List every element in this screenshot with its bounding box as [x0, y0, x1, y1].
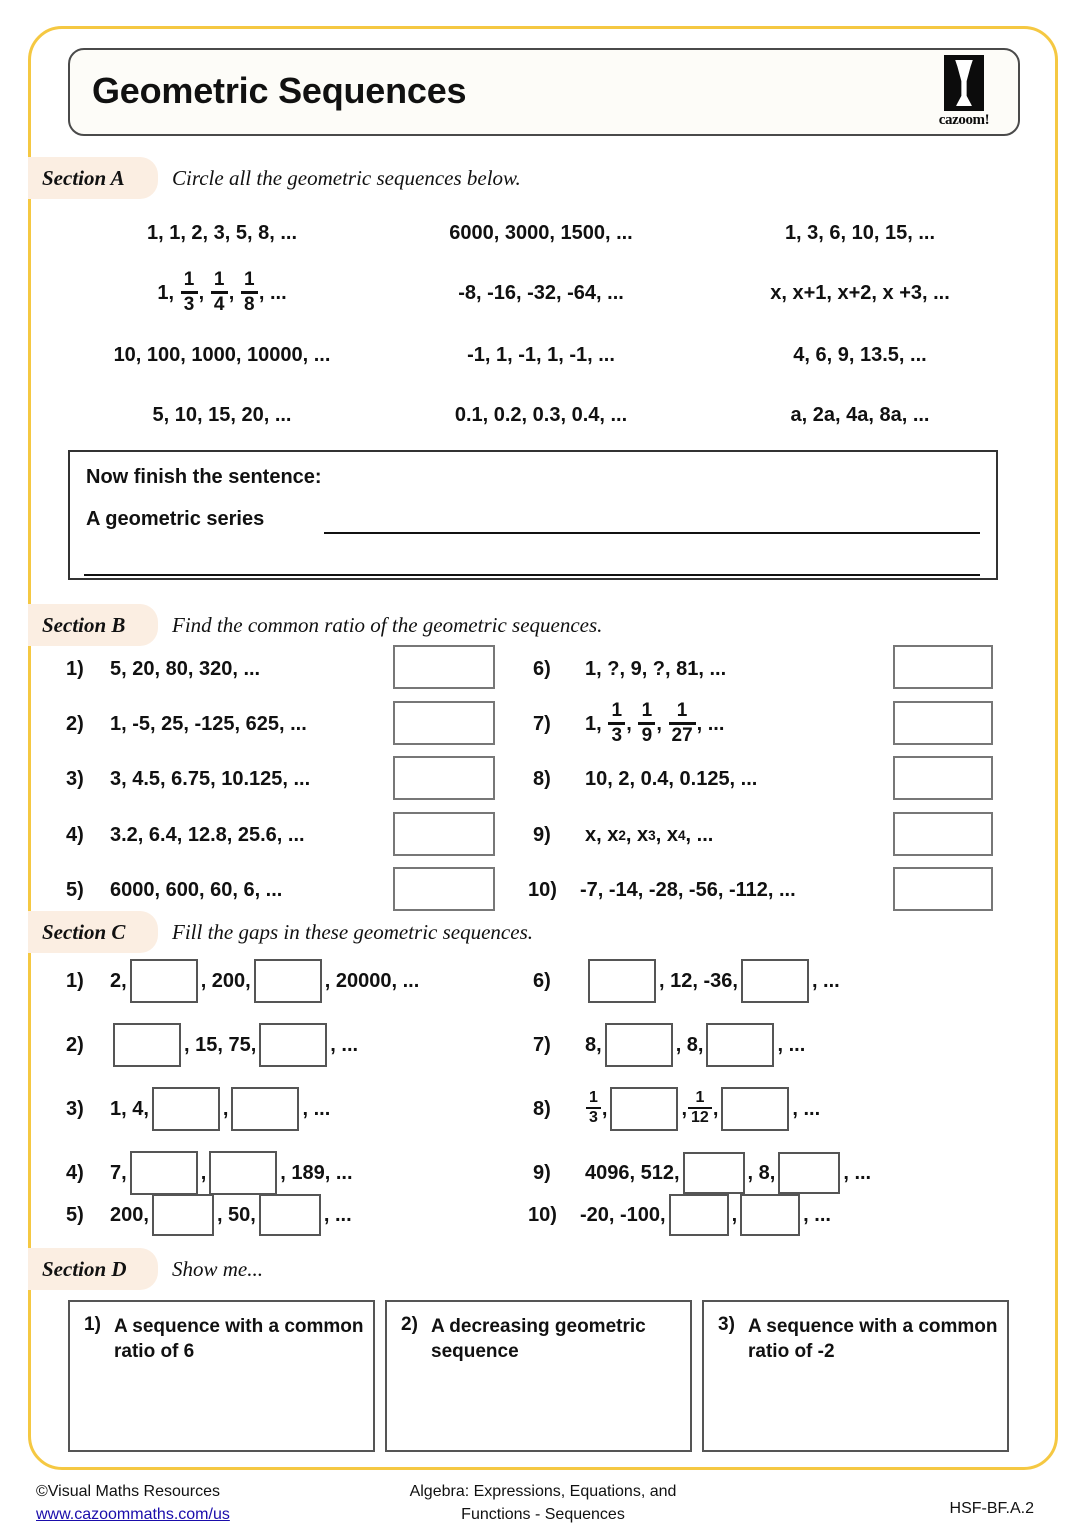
cazoom-logo	[928, 55, 1000, 129]
section-c-blank[interactable]	[778, 1152, 840, 1194]
section-c-blank[interactable]	[259, 1194, 321, 1236]
section-c-pill	[28, 911, 158, 953]
section-b-answer-box[interactable]	[893, 756, 993, 800]
seq-fraction-text: 1, $\frac{1}{3}$ , $\frac{1}{9}$ , $\frac{1}{27}$ , ...	[585, 700, 725, 746]
section-c-label: Section C	[42, 919, 126, 944]
seq-option[interactable]: -1, 1, -1, 1, -1, ...	[467, 343, 615, 366]
topic-line-1: Algebra: Expressions, Equations, and	[409, 1483, 677, 1500]
sentence-answer-line-2[interactable]	[84, 574, 980, 576]
section-b-answer-box[interactable]	[893, 701, 993, 745]
section-b-item: 4) 3.2, 6.4, 12.8, 25.6, ...	[66, 823, 305, 846]
section-c-item: 6) , 12, -36, , ...	[533, 964, 840, 998]
title-bar	[68, 48, 1020, 136]
section-c-item: 10) -20, -100, , , ...	[528, 1198, 831, 1232]
section-b-item: 8) 10, 2, 0.4, 0.125, ...	[533, 767, 758, 790]
seq-option[interactable]: x, x+1, x+2, x +3, ...	[770, 281, 950, 304]
section-c-item: 4) 7, , , 189, ...	[66, 1156, 353, 1190]
section-c-item: 2) , 15, 75, , ...	[66, 1028, 358, 1062]
seq-option[interactable]: -8, -16, -32, -64, ...	[458, 281, 624, 304]
section-a-pill	[28, 157, 158, 199]
seq-fraction-text: 1, $\frac{1}{3}$ , $\frac{1}{4}$ , $\frac{1}{8}$ , ...	[157, 269, 287, 315]
section-c-item: 5) 200, , 50, , ...	[66, 1198, 352, 1232]
section-b-answer-box[interactable]	[893, 867, 993, 911]
copyright-text: ©Visual Maths Resources	[36, 1483, 221, 1500]
seq-option[interactable]: 4, 6, 9, 13.5, ...	[793, 343, 927, 366]
seq-fraction-text: $\frac{1}{3}$ , , $\frac{1}{12}$ , , ...	[585, 1087, 820, 1131]
section-c-blank[interactable]	[741, 959, 809, 1003]
section-c-item: 9) 4096, 512, , 8, , ...	[533, 1156, 871, 1190]
section-d-answer-box[interactable]: 3) A sequence with a common ratio of -2	[702, 1300, 1009, 1452]
section-c-blank[interactable]	[130, 1151, 198, 1195]
section-d-answer-box[interactable]: 2) A decreasing geometric sequence	[385, 1300, 692, 1452]
section-c-blank[interactable]	[152, 1194, 214, 1236]
section-b-header	[28, 604, 602, 646]
section-c-blank[interactable]	[610, 1087, 678, 1131]
section-b-pill	[28, 604, 158, 646]
section-a-header	[28, 157, 521, 199]
section-b-item: 2) 1, -5, 25, -125, 625, ...	[66, 712, 307, 735]
section-b-item: 1) 5, 20, 80, 320, ...	[66, 657, 261, 680]
finish-sentence-box	[68, 450, 998, 580]
section-d-pill	[28, 1248, 158, 1290]
section-c-item: 3) 1, 4, , , ...	[66, 1092, 330, 1126]
section-b-answer-box[interactable]	[393, 812, 495, 856]
section-c-item: 1) 2, , 200, , 20000, ...	[66, 964, 419, 998]
section-b-item: 6) 1, ?, 9, ?, 81, ...	[533, 657, 727, 680]
section-b-item: 9) x, x 2 , x 3 , x 4 , ...	[533, 823, 714, 846]
sentence-answer-line-1[interactable]	[324, 532, 980, 534]
standard-code: HSF-BF.A.2	[949, 1500, 1034, 1517]
section-c-blank[interactable]	[740, 1194, 800, 1236]
section-c-blank[interactable]	[130, 959, 198, 1003]
section-c-blank[interactable]	[721, 1087, 789, 1131]
seq-option[interactable]: 1, 1, 2, 3, 5, 8, ...	[146, 221, 298, 244]
page-title: Geometric Sequences	[92, 70, 467, 112]
sentence-stem: A geometric series	[86, 508, 265, 530]
section-c-blank[interactable]	[605, 1023, 673, 1067]
seq-option[interactable]: 0.1, 0.2, 0.3, 0.4, ...	[454, 403, 628, 426]
section-b-label: Section B	[42, 612, 126, 637]
section-d-label: Section D	[42, 1256, 127, 1281]
seq-option[interactable]: 6000, 3000, 1500, ...	[449, 221, 633, 244]
section-b-answer-box[interactable]	[893, 812, 993, 856]
section-c-blank[interactable]	[231, 1087, 299, 1131]
section-c-blank[interactable]	[254, 959, 322, 1003]
section-a-instruction: Circle all the geometric sequences below.	[172, 165, 521, 190]
logo-wordmark: cazoom!	[938, 112, 990, 128]
page-footer	[0, 1480, 1086, 1536]
section-d-answer-box[interactable]: 1) A sequence with a common ratio of 6	[68, 1300, 375, 1452]
section-c-item: 7) 8, , 8, , ...	[533, 1028, 805, 1062]
section-b-item: 10) -7, -14, -28, -56, -112, ...	[528, 878, 796, 901]
section-a-label: Section A	[42, 165, 125, 190]
section-c-blank[interactable]	[669, 1194, 729, 1236]
section-c-blank[interactable]	[152, 1087, 220, 1131]
section-c-blank[interactable]	[683, 1152, 745, 1194]
footer-topic	[0, 1480, 1086, 1526]
section-b-answer-box[interactable]	[393, 701, 495, 745]
section-b-answer-box[interactable]	[393, 867, 495, 911]
section-c-instruction: Fill the gaps in these geometric sequences.	[172, 919, 533, 944]
seq-option[interactable]: a, 2a, 4a, 8a, ...	[790, 403, 930, 426]
section-b-answer-box[interactable]	[893, 645, 993, 689]
section-c-item: 8) $\frac{1}{3}$ , , $\frac{1}{12}$ , , ...	[533, 1092, 820, 1126]
section-b-answer-box[interactable]	[393, 756, 495, 800]
seq-powers-text: x, x 2 , x 3 , x 4 , ...	[585, 823, 714, 846]
section-c-header	[28, 911, 533, 953]
section-d-instruction: Show me...	[172, 1256, 263, 1281]
section-c-blank[interactable]	[209, 1151, 277, 1195]
section-b-item: 7) 1, $\frac{1}{3}$ , $\frac{1}{9}$ , $\frac{1}{27}$ , ...	[533, 700, 725, 746]
website-link[interactable]: www.cazoommaths.com/us	[36, 1506, 230, 1524]
section-b-instruction: Find the common ratio of the geometric sequences.	[172, 612, 603, 637]
sentence-prompt: Now finish the sentence:	[86, 466, 322, 488]
seq-option[interactable]: 5, 10, 15, 20, ...	[152, 403, 292, 426]
topic-line-2: Functions - Sequences	[461, 1506, 625, 1524]
section-b-item: 3) 3, 4.5, 6.75, 10.125, ...	[66, 767, 311, 790]
section-d-header	[28, 1248, 263, 1290]
seq-option[interactable]: 1, 3, 6, 10, 15, ...	[784, 221, 936, 244]
section-c-blank[interactable]	[259, 1023, 327, 1067]
section-b-item: 5) 6000, 600, 60, 6, ...	[66, 878, 283, 901]
seq-option[interactable]	[62, 266, 382, 320]
section-c-blank[interactable]	[588, 959, 656, 1003]
section-a-grid	[62, 206, 1020, 436]
seq-option[interactable]: 10, 100, 1000, 10000, ...	[113, 343, 331, 366]
section-c-blank[interactable]	[706, 1023, 774, 1067]
section-b-answer-box[interactable]	[393, 645, 495, 689]
section-c-blank[interactable]	[113, 1023, 181, 1067]
hourglass-icon	[944, 55, 984, 111]
